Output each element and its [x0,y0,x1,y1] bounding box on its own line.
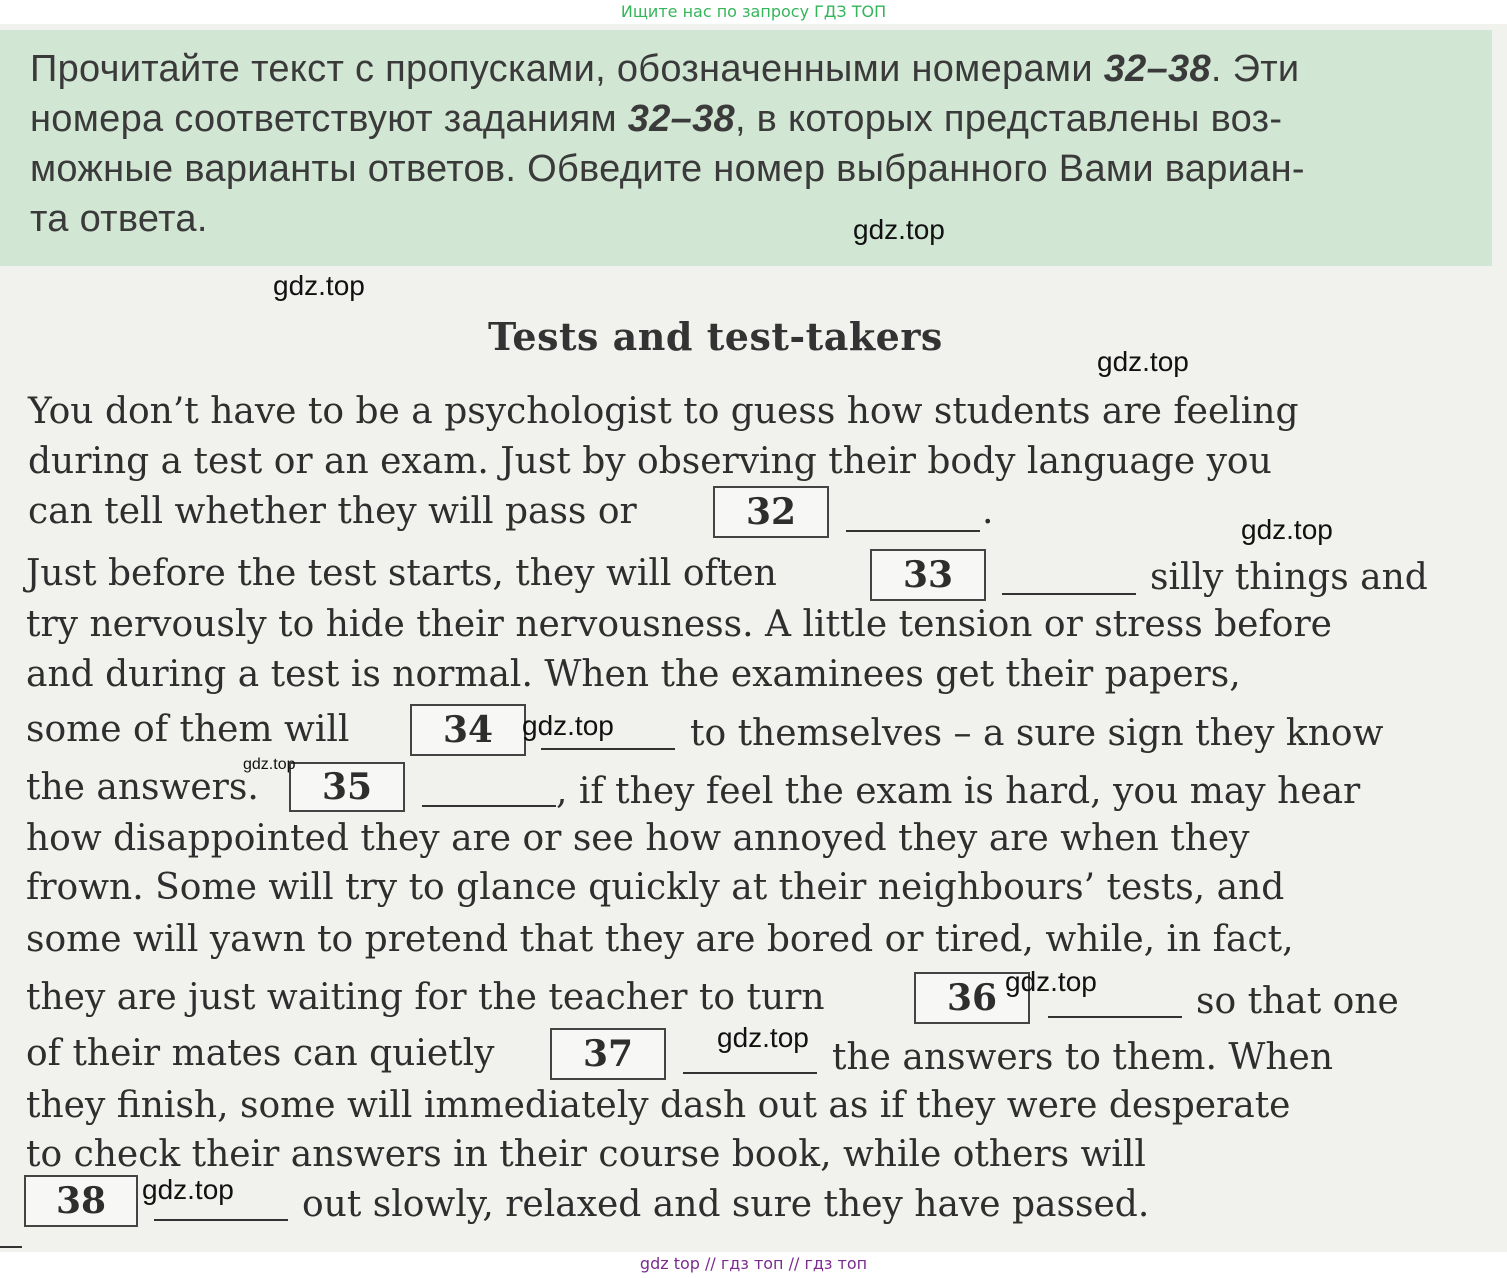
bottom-watermark: gdz top // гдз топ // гдз топ [0,1252,1507,1278]
text-line: silly things and [1150,557,1428,598]
watermark: gdz.top [273,270,365,301]
top-watermark: Ищите нас по запросу ГДЗ ТОП [0,0,1507,24]
text-title: Tests and test-takers [488,314,943,359]
text-line: , if they feel the exam is hard, you may hear [556,771,1361,812]
watermark: gdz.top [522,710,614,741]
text-line: can tell whether they will pass or [28,491,637,532]
gap-38-box: 38 [24,1175,138,1227]
gap-35-box: 35 [289,762,405,812]
text-line: and during a test is normal. When the examinees get their papers, [26,654,1241,695]
text-line: to themselves – a sure sign they know [690,713,1384,754]
text-line: they are just waiting for the teacher to turn [26,977,825,1018]
watermark: gdz.top [142,1174,234,1205]
answer-blank [683,1072,817,1074]
text-line: they finish, some will immediately dash out as if they were desperate [26,1085,1291,1126]
instruction-line-4: та ответа. [30,198,208,240]
text-line: out slowly, relaxed and sure they have passed. [302,1184,1150,1225]
divider [0,1246,22,1248]
text-line: some of them will [26,709,350,750]
text-line: so that one [1196,981,1399,1022]
text-line: try nervously to hide their nervousness. A little tension or stress before [26,604,1332,645]
answer-blank [1002,593,1136,595]
answer-blank [846,530,980,532]
instructions [30,44,1470,244]
watermark: gdz.top [1097,346,1189,377]
answer-blank [541,748,675,750]
text-line: during a test or an exam. Just by observing their body language you [28,441,1272,482]
instruction-line-2: номера соответствуют заданиям 32–38, в которых представлены воз- [30,98,1283,140]
answer-blank [422,805,556,807]
text-line: Just before the test starts, they will often [26,553,777,594]
text-line: the answers to them. When [832,1037,1334,1078]
text-line: how disappointed they are or see how annoyed they are when they [26,818,1250,859]
gap-34-box: 34 [410,704,526,756]
text-line: the answers. [26,767,259,808]
text-line: some will yawn to pretend that they are bored or tired, while, in fact, [26,919,1294,960]
text-line: You don’t have to be a psychologist to guess how students are feeling [28,391,1299,432]
gap-33-box: 33 [870,549,986,601]
instruction-line-3: можные варианты ответов. Обведите номер выбранного Вами вариан- [30,148,1305,190]
text-line: of their mates can quietly [26,1033,495,1074]
gap-32-box: 32 [713,486,829,538]
watermark: gdz.top [853,214,945,245]
instruction-line-1: Прочитайте текст с пропусками, обозначенными номерами 32–38. Эти [30,48,1300,90]
watermark: gdz.top [1005,966,1097,997]
answer-blank [154,1219,288,1221]
gap-36-box: 36 [914,972,1030,1024]
answer-blank [1048,1016,1182,1018]
watermark: gdz.top [717,1022,809,1053]
watermark: gdz.top [1241,514,1333,545]
text-line: frown. Some will try to glance quickly at their neighbours’ tests, and [26,867,1285,908]
text-line: to check their answers in their course book, while others will [26,1134,1146,1175]
period: . [982,491,994,532]
watermark: gdz.top [243,756,296,773]
gap-37-box: 37 [550,1028,666,1080]
